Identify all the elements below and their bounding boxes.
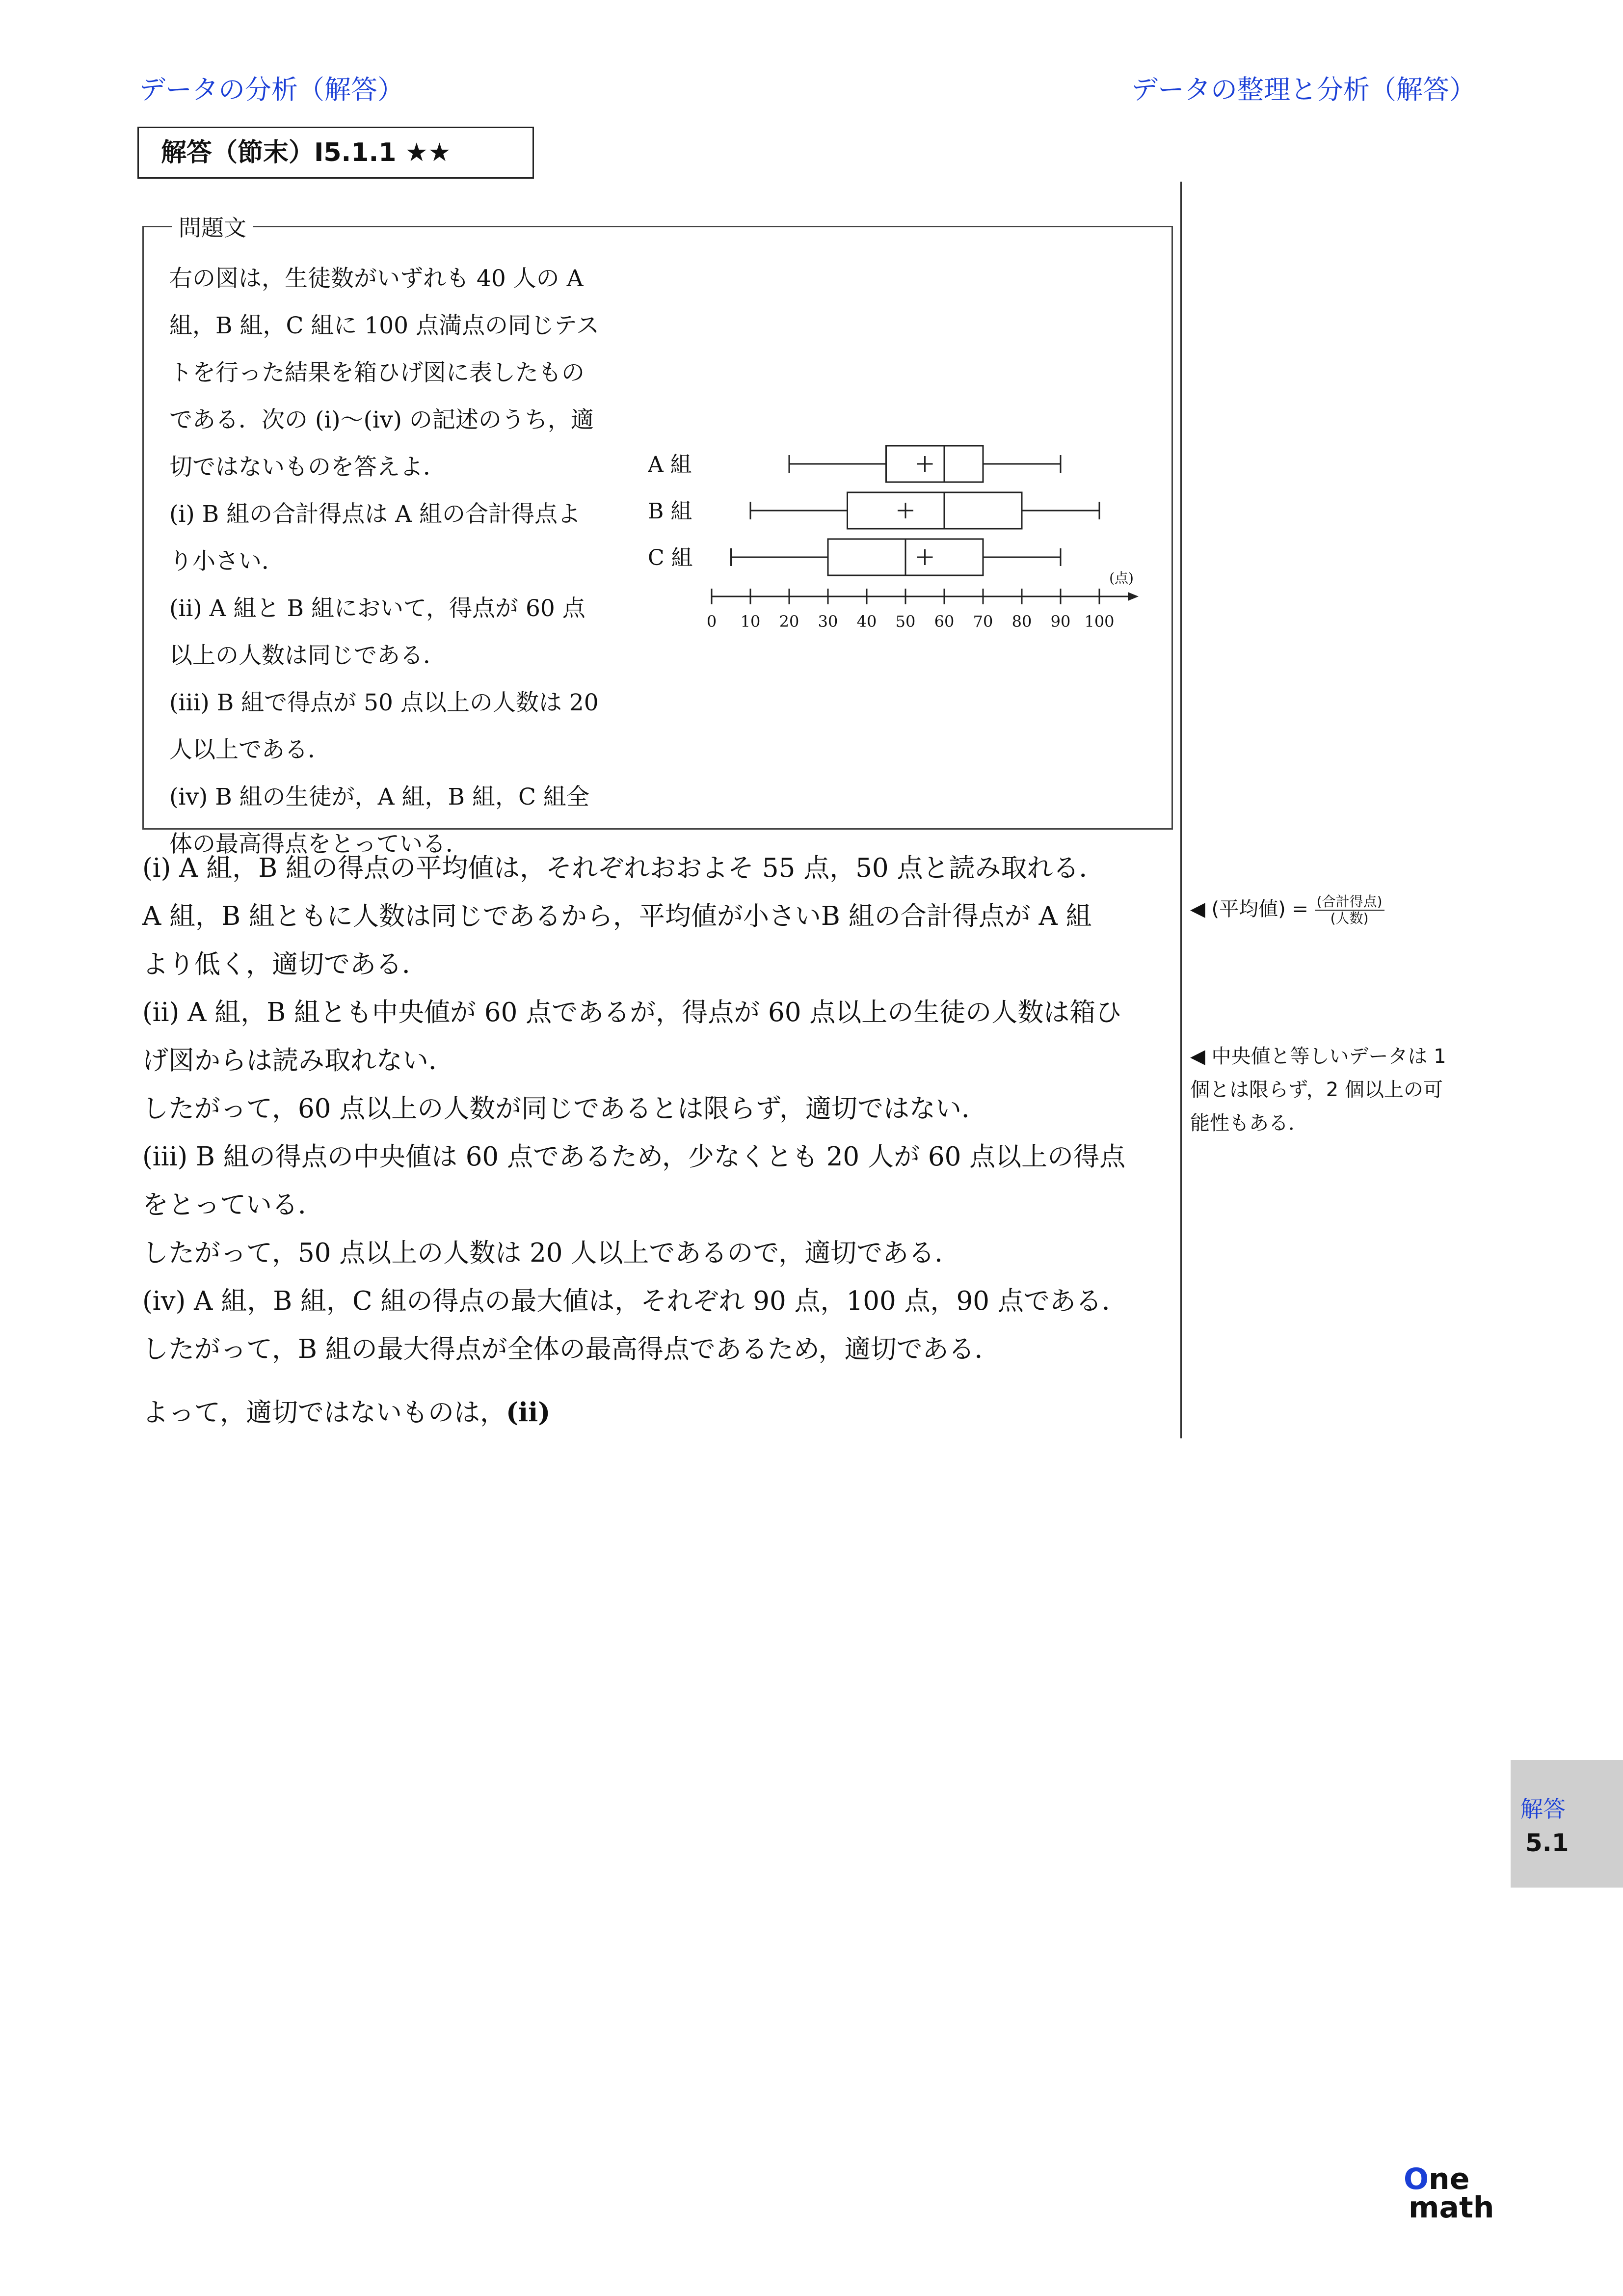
series-label: C 組 <box>648 545 693 570</box>
x-tick-label: 100 <box>1084 612 1115 631</box>
series-label: A 組 <box>648 452 692 477</box>
x-tick-label: 50 <box>895 612 916 631</box>
solution-line: したがって，B 組の最大得点が全体の最高得点であるため，適切である． <box>142 1334 1001 1364</box>
logo-ne: ne <box>1429 2162 1470 2196</box>
x-tick-label: 90 <box>1050 612 1071 631</box>
solution-line: したがって，60 点以上の人数が同じであるとは限らず，適切ではない． <box>142 1094 987 1124</box>
problem-line: (iv) B 組の生徒が，A 組，B 組，C 組全 <box>169 783 589 810</box>
side-note-mean-prefix: ◀ (平均値) = <box>1190 898 1315 920</box>
section-tab-label: 解答 <box>1520 1796 1566 1822</box>
x-tick-label: 70 <box>973 612 993 631</box>
box-iqr <box>886 446 984 482</box>
fraction-numerator: (合計得点) <box>1315 894 1384 911</box>
problem-line: トを行った結果を箱ひげ図に表したもの <box>169 359 585 386</box>
solution-line: (iii) B 組の得点の中央値は 60 点であるため，少なくとも 20 人が 60 点以上の得点 <box>142 1142 1126 1172</box>
final-answer: (ii) <box>506 1397 551 1428</box>
side-note-line: ◀ 中央値と等しいデータは 1 <box>1190 1045 1446 1068</box>
x-tick-label: 30 <box>818 612 838 631</box>
solution-line: をとっている． <box>142 1190 324 1220</box>
solution-line: したがって，50 点以上の人数は 20 人以上であるので，適切である． <box>142 1238 961 1268</box>
problem-label: 問題文 <box>172 210 253 243</box>
x-tick-label: 10 <box>740 612 761 631</box>
problem-line: 切ではないものを答えよ． <box>169 454 446 481</box>
final-prefix: よって，適切ではないものは， <box>142 1398 506 1428</box>
x-tick-label: 80 <box>1011 612 1032 631</box>
problem-line: り小さい． <box>169 548 285 575</box>
side-note-mean <box>1190 892 1485 926</box>
solution-text <box>142 844 1183 1437</box>
final-answer-line <box>142 1388 1183 1437</box>
section-tab[interactable] <box>1511 1760 1623 1888</box>
problem-line: (ii) A 組と B 組において，得点が 60 点 <box>169 595 585 622</box>
logo-o: O <box>1404 2162 1429 2196</box>
problem-line: 組，B 組，C 組に 100 点満点の同じテス <box>169 312 600 339</box>
logo-math: math <box>1409 2190 1494 2225</box>
problem-line: 人以上である． <box>169 736 331 763</box>
header-right: データの整理と分析（解答） <box>1131 74 1476 105</box>
x-axis-arrow <box>1128 592 1139 601</box>
problem-line: (i) B 組の合計得点は A 組の合計得点よ <box>169 501 581 528</box>
section-tab-number: 5.1 <box>1525 1829 1569 1857</box>
x-tick-label: 40 <box>856 612 877 631</box>
problem-text <box>169 255 631 868</box>
solution-title: 解答（節末）I5.1.1 ★★ <box>137 127 534 179</box>
problem-line: (iii) B 組で得点が 50 点以上の人数は 20 <box>169 689 599 716</box>
x-tick-label: 60 <box>934 612 955 631</box>
side-note-line: 個とは限らず，2 個以上の可 <box>1190 1079 1443 1101</box>
problem-line: 体の最高得点をとっている． <box>169 831 469 858</box>
boxplot-chart <box>648 432 1153 638</box>
problem-line: である．次の (i)〜(iv) の記述のうち，適 <box>169 406 594 433</box>
fraction <box>1315 894 1384 926</box>
solution-line: (ii) A 組，B 組とも中央値が 60 点であるが，得点が 60 点以上の生徒の人数は箱ひ <box>142 998 1122 1027</box>
onemath-logo <box>1404 2162 1494 2225</box>
solution-line: (i) A 組，B 組の得点の平均値は，それぞれおおよそ 55 点，50 点と読み取れる． <box>142 853 1105 883</box>
solution-line: A 組，B 組ともに人数は同じであるから，平均値が小さいB 組の合計得点が A 組 <box>142 901 1092 931</box>
fraction-denominator: (人数) <box>1330 910 1369 926</box>
side-note-median <box>1190 1040 1485 1140</box>
problem-line: 以上の人数は同じである． <box>169 642 446 669</box>
solution-line: より低く，適切である． <box>142 949 428 979</box>
problem-line: 右の図は，生徒数がいずれも 40 人の A <box>169 265 584 292</box>
header-left: データの分析（解答） <box>139 74 404 105</box>
solution-line: げ図からは読み取れない． <box>142 1046 454 1076</box>
x-tick-label: 20 <box>779 612 799 631</box>
solution-line: (iv) A 組，B 組，C 組の得点の最大値は，それぞれ 90 点，100 点，90 点である． <box>142 1286 1128 1316</box>
x-tick-label: 0 <box>706 612 717 631</box>
series-label: B 組 <box>648 499 692 524</box>
side-note-line: 能性もある． <box>1190 1112 1308 1134</box>
box-iqr <box>848 492 1022 529</box>
axis-unit-label: (点) <box>1109 570 1134 586</box>
